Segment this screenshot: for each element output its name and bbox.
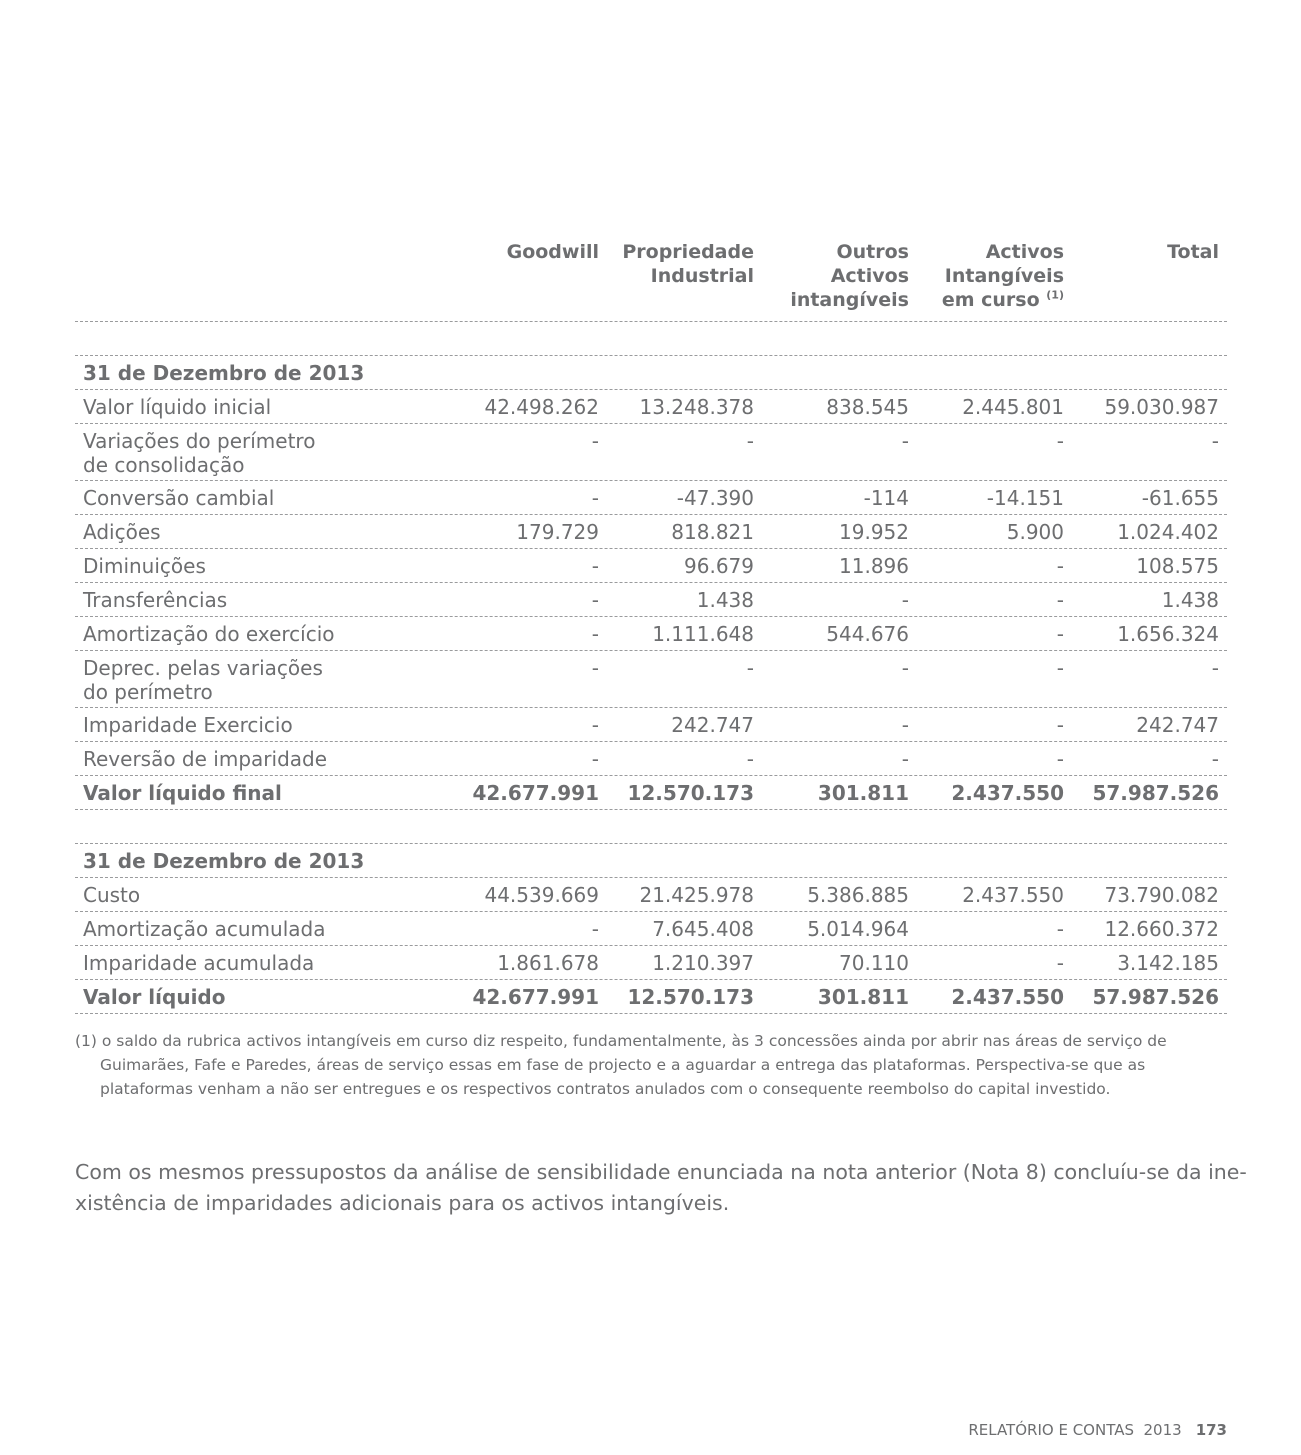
table-row (75, 549, 1227, 583)
cell-value: -61.655 (1141, 486, 1219, 510)
header-outros-line-3: intangíveis (790, 289, 909, 311)
paragraph-line: xistência de imparidades adicionais para os activos intangíveis. (75, 1191, 730, 1215)
row-label-line: Imparidade acumulada (83, 951, 315, 975)
spacer-row (75, 322, 1227, 356)
cell-value: -114 (863, 486, 909, 510)
cell-value: - (591, 429, 599, 453)
table-row (75, 424, 1227, 481)
table-row (75, 583, 1227, 617)
cell-value: 42.498.262 (484, 395, 599, 419)
header-propriedade-industrial (599, 240, 754, 321)
cell-value: - (591, 554, 599, 578)
cell-value: - (746, 429, 754, 453)
cell-value: 301.811 (817, 781, 909, 805)
row-label (75, 713, 443, 737)
row-label-line: Imparidade Exercicio (83, 713, 293, 737)
cell-value: - (746, 656, 754, 680)
cell-value: - (591, 747, 599, 771)
table-footnote (75, 1029, 1227, 1101)
cell-value: - (1056, 622, 1064, 646)
table-row (75, 878, 1227, 912)
cell-value: 1.438 (696, 588, 754, 612)
header-activos-curso-line-3 (909, 288, 1064, 312)
section-2-rows (75, 878, 1227, 1014)
row-label-line: Valor líquido inicial (83, 395, 272, 419)
cell-value: 44.539.669 (484, 883, 599, 907)
row-label (75, 429, 443, 477)
row-label-line: Custo (83, 883, 141, 907)
cell-value: - (1211, 656, 1219, 680)
cell-value: 12.570.173 (627, 985, 754, 1009)
header-outros-line-1: Outros (836, 241, 909, 263)
row-label (75, 395, 443, 419)
cell-value: 1.111.648 (652, 622, 754, 646)
header-outros-activos (754, 240, 909, 321)
section-title (75, 356, 1227, 390)
footnote-line: plataformas venham a não ser entregues e os respectivos contratos anulados com o consequente reembolso do capital investido. (100, 1080, 1111, 1098)
cell-value: - (1211, 429, 1219, 453)
table-row (75, 742, 1227, 776)
row-label-line: Variações do perímetro (83, 429, 316, 453)
cell-value: 838.545 (826, 395, 909, 419)
row-label-line: Amortização acumulada (83, 917, 326, 941)
row-label (75, 588, 443, 612)
table-row (75, 776, 1227, 810)
header-outros-line-2: Activos (830, 265, 909, 287)
body-paragraph (75, 1157, 1247, 1219)
row-label-line: de consolidação (83, 453, 245, 477)
cell-value: 57.987.526 (1092, 985, 1219, 1009)
cell-value: 42.677.991 (472, 781, 599, 805)
cell-value: - (901, 429, 909, 453)
cell-value: 544.676 (826, 622, 909, 646)
cell-value: 2.437.550 (951, 781, 1064, 805)
cell-value: 12.660.372 (1104, 917, 1219, 941)
row-label-line: Valor líquido (83, 985, 226, 1009)
row-label (75, 883, 443, 907)
cell-value: - (1056, 656, 1064, 680)
cell-value: - (901, 588, 909, 612)
table-header (75, 240, 1227, 322)
row-label (75, 917, 443, 941)
cell-value: 242.747 (671, 713, 754, 737)
cell-value: - (1211, 747, 1219, 771)
cell-value: 5.386.885 (807, 883, 909, 907)
row-label-line: Transferências (83, 588, 228, 612)
section-title (75, 844, 1227, 878)
cell-value: - (1056, 713, 1064, 737)
section-title-text: 31 de Dezembro de 2013 (83, 849, 365, 873)
footnote-marker: (1) (1046, 288, 1064, 302)
cell-value: 12.570.173 (627, 781, 754, 805)
row-label-line: Amortização do exercício (83, 622, 335, 646)
cell-value: - (1056, 429, 1064, 453)
cell-value: 11.896 (839, 554, 909, 578)
cell-value: - (901, 713, 909, 737)
cell-value: - (1056, 554, 1064, 578)
footnote-line: (1) o saldo da rubrica activos intangíveis em curso diz respeito, fundamentalmente, às 3 concessões ainda por abrir nas áreas de serviço de (75, 1032, 1167, 1050)
row-label-line: Valor líquido final (83, 781, 282, 805)
table-row (75, 515, 1227, 549)
row-label (75, 985, 443, 1009)
table-row (75, 617, 1227, 651)
table-row (75, 390, 1227, 424)
cell-value: 1.438 (1161, 588, 1219, 612)
row-label-line: Conversão cambial (83, 486, 275, 510)
header-propriedade-line-2: Industrial (650, 265, 754, 287)
cell-value: 57.987.526 (1092, 781, 1219, 805)
cell-value: 73.790.082 (1104, 883, 1219, 907)
cell-value: -47.390 (676, 486, 754, 510)
table-row (75, 481, 1227, 515)
cell-value: - (1056, 747, 1064, 771)
cell-value: 242.747 (1136, 713, 1219, 737)
section-1-rows (75, 390, 1227, 810)
row-label (75, 656, 443, 704)
header-activos-curso-line-1: Activos (985, 241, 1064, 263)
cell-value: - (591, 588, 599, 612)
cell-value: 96.679 (684, 554, 754, 578)
cell-value: 7.645.408 (652, 917, 754, 941)
cell-value: - (591, 917, 599, 941)
row-label (75, 486, 443, 510)
row-label (75, 554, 443, 578)
row-label (75, 781, 443, 805)
row-label (75, 622, 443, 646)
cell-value: - (746, 747, 754, 771)
cell-value: - (591, 622, 599, 646)
footnote-line: Guimarães, Fafe e Paredes, áreas de serviço essas em fase de projecto e a aguardar a entrega das plataformas. Perspectiva-se que as (100, 1056, 1146, 1074)
cell-value: 818.821 (671, 520, 754, 544)
cell-value: - (901, 656, 909, 680)
report-title: RELATÓRIO E CONTAS 2013 (968, 1421, 1182, 1439)
spacer-row (75, 810, 1227, 844)
paragraph-line: Com os mesmos pressupostos da análise de sensibilidade enunciada na nota anterior (Nota 8) concluíu-se da ine- (75, 1160, 1247, 1184)
header-total-line: Total (1167, 241, 1219, 263)
cell-value: 2.445.801 (962, 395, 1064, 419)
cell-value: 70.110 (839, 951, 909, 975)
cell-value: -14.151 (986, 486, 1064, 510)
cell-value: - (1056, 951, 1064, 975)
row-label (75, 951, 443, 975)
cell-value: 2.437.550 (962, 883, 1064, 907)
row-label-line: do perímetro (83, 680, 213, 704)
header-goodwill (443, 240, 599, 321)
cell-value: 179.729 (516, 520, 599, 544)
row-label-line: Diminuições (83, 554, 206, 578)
cell-value: - (591, 656, 599, 680)
table-row (75, 980, 1227, 1014)
header-activos-em-curso (909, 240, 1064, 321)
cell-value: 1.656.324 (1117, 622, 1219, 646)
cell-value: 5.900 (1006, 520, 1064, 544)
cell-value: 3.142.185 (1117, 951, 1219, 975)
header-empty-label (75, 240, 443, 321)
header-goodwill-line: Goodwill (506, 241, 599, 263)
cell-value: 1.861.678 (497, 951, 599, 975)
cell-value: - (591, 486, 599, 510)
cell-value: 301.811 (817, 985, 909, 1009)
row-label-line: Reversão de imparidade (83, 747, 328, 771)
table-row (75, 946, 1227, 980)
cell-value: 1.024.402 (1117, 520, 1219, 544)
row-label (75, 747, 443, 771)
intangible-assets-table (75, 240, 1227, 1014)
cell-value: 59.030.987 (1104, 395, 1219, 419)
cell-value: 21.425.978 (639, 883, 754, 907)
page-number: 173 (1195, 1421, 1227, 1439)
cell-value: 2.437.550 (951, 985, 1064, 1009)
header-activos-curso-line-2: Intangíveis (944, 265, 1064, 287)
table-row (75, 912, 1227, 946)
cell-value: 5.014.964 (807, 917, 909, 941)
row-label-line: Adições (83, 520, 161, 544)
table-row (75, 708, 1227, 742)
cell-value: - (901, 747, 909, 771)
row-label-line: Deprec. pelas variações (83, 656, 323, 680)
row-label (75, 520, 443, 544)
cell-value: - (1056, 588, 1064, 612)
page-footer (968, 1419, 1227, 1441)
header-propriedade-line-1: Propriedade (622, 241, 754, 263)
header-activos-curso-text: em curso (941, 289, 1040, 311)
table-row (75, 651, 1227, 708)
cell-value: 42.677.991 (472, 985, 599, 1009)
cell-value: 13.248.378 (639, 395, 754, 419)
cell-value: - (1056, 917, 1064, 941)
cell-value: 19.952 (839, 520, 909, 544)
cell-value: - (591, 713, 599, 737)
section-title-text: 31 de Dezembro de 2013 (83, 361, 365, 385)
cell-value: 1.210.397 (652, 951, 754, 975)
cell-value: 108.575 (1136, 554, 1219, 578)
header-total (1064, 240, 1219, 321)
